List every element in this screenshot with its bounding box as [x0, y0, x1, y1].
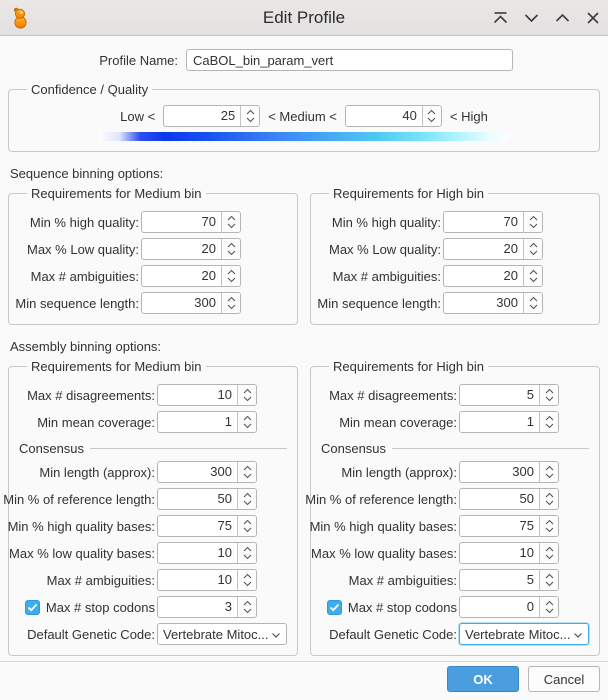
field-label: Max # disagreements:	[27, 387, 155, 403]
asm-medium-min-mean-coverage-spinbox[interactable]: 1	[157, 411, 257, 433]
asm-medium-max-pct-low-quality-bases-spinbox[interactable]: 10	[157, 542, 257, 564]
field-label: Min % of reference length:	[3, 491, 155, 507]
seq-high-min-sequence-length-spinbox[interactable]: 300	[443, 292, 543, 314]
field-label: Min length (approx):	[39, 464, 155, 480]
asm-high-min-length-approx-spinbox[interactable]: 300	[459, 461, 559, 483]
seq-high-max-pct-low-quality-spinbox[interactable]: 20	[443, 238, 543, 260]
field-label: Min % high quality:	[331, 214, 441, 230]
field-label: Min length (approx):	[341, 464, 457, 480]
spinner-arrows-icon[interactable]	[539, 385, 558, 405]
field-label: Min mean coverage:	[37, 414, 155, 430]
medium-label: < Medium <	[268, 108, 337, 124]
seq-medium-min-sequence-length-spinbox[interactable]: 300	[141, 292, 241, 314]
spinner-arrows-icon[interactable]	[221, 239, 240, 259]
max-stop-codons-checkbox[interactable]	[327, 600, 342, 615]
spinner-arrows-icon[interactable]	[237, 516, 256, 536]
ok-button[interactable]: OK	[447, 666, 519, 692]
profile-name-row	[0, 49, 608, 71]
asm-medium-min-pct-reference-length-spinbox[interactable]: 50	[157, 488, 257, 510]
field-label: Min % high quality:	[29, 214, 139, 230]
field-label: Default Genetic Code:	[329, 626, 457, 642]
spinner-arrows-icon[interactable]	[237, 597, 256, 617]
seq-medium-min-pct-high-quality-spinbox[interactable]: 70	[141, 211, 241, 233]
spinner-arrows-icon[interactable]	[237, 462, 256, 482]
field-label: Min % of reference length:	[305, 491, 457, 507]
field-label: Max # disagreements:	[329, 387, 457, 403]
field-label: Max % Low quality:	[27, 241, 139, 257]
field-label: Max % low quality bases:	[311, 545, 457, 561]
spinner-arrows-icon[interactable]	[523, 239, 542, 259]
confidence-thresholds-row	[19, 105, 589, 127]
asm-medium-legend: Requirements for Medium bin	[31, 359, 202, 374]
asm-high-max-ambiguities-spinbox[interactable]: 5	[459, 569, 559, 591]
spinner-arrows-icon[interactable]	[237, 570, 256, 590]
dialog-title: Edit Profile	[262, 7, 346, 27]
seq-medium-bin-group	[8, 186, 298, 325]
low-label: Low <	[120, 108, 156, 124]
field-label: Max # ambiguities:	[348, 572, 457, 588]
close-icon[interactable]	[584, 9, 602, 27]
field-label: Max % Low quality:	[329, 241, 441, 257]
consensus-subheader: Consensus	[321, 441, 589, 456]
titlebar	[0, 0, 608, 36]
seq-high-legend: Requirements for High bin	[333, 186, 485, 201]
seq-medium-legend: Requirements for Medium bin	[31, 186, 202, 201]
asm-medium-bin-group	[3, 359, 298, 656]
confidence-quality-group	[8, 82, 600, 152]
spinner-arrows-icon[interactable]	[237, 385, 256, 405]
sequence-binning-columns	[0, 186, 608, 325]
spinner-arrows-icon[interactable]	[422, 106, 441, 126]
low-threshold-spinbox[interactable]: 25	[163, 105, 260, 127]
asm-high-min-pct-reference-length-spinbox[interactable]: 50	[459, 488, 559, 510]
cancel-button[interactable]: Cancel	[528, 666, 600, 692]
minimize-icon[interactable]	[522, 9, 540, 27]
asm-high-max-disagreements-spinbox[interactable]: 5	[459, 384, 559, 406]
max-stop-codons-checkbox-label: Max # stop codons	[25, 600, 155, 615]
high-label: < High	[449, 108, 488, 124]
spinner-arrows-icon[interactable]	[523, 266, 542, 286]
field-label: Max # ambiguities:	[46, 572, 155, 588]
chevron-down-icon	[573, 627, 583, 642]
seq-medium-max-ambiguities-spinbox[interactable]: 20	[141, 265, 241, 287]
consensus-subheader: Consensus	[19, 441, 287, 456]
asm-high-min-pct-high-quality-bases-spinbox[interactable]: 75	[459, 515, 559, 537]
asm-medium-max-ambiguities-spinbox[interactable]: 10	[157, 569, 257, 591]
chevron-down-icon	[271, 627, 281, 642]
profile-name-label: Profile Name:	[99, 52, 178, 68]
asm-medium-max-disagreements-spinbox[interactable]: 10	[157, 384, 257, 406]
spinner-arrows-icon[interactable]	[221, 293, 240, 313]
window-controls	[491, 0, 602, 36]
field-label: Max # ambiguities:	[30, 268, 139, 284]
seq-high-min-pct-high-quality-spinbox[interactable]: 70	[443, 211, 543, 233]
spinner-arrows-icon[interactable]	[237, 543, 256, 563]
maximize-icon[interactable]	[553, 9, 571, 27]
quality-gradient-bar	[99, 132, 509, 141]
field-label: Min sequence length:	[317, 295, 441, 311]
spinner-arrows-icon[interactable]	[523, 293, 542, 313]
seq-high-bin-group	[310, 186, 600, 325]
spinner-arrows-icon[interactable]	[539, 489, 558, 509]
medium-threshold-spinbox[interactable]: 40	[345, 105, 442, 127]
keep-above-icon[interactable]	[491, 9, 509, 27]
seq-medium-max-pct-low-quality-spinbox[interactable]: 20	[141, 238, 241, 260]
asm-medium-min-pct-high-quality-bases-spinbox[interactable]: 75	[157, 515, 257, 537]
asm-high-min-mean-coverage-spinbox[interactable]: 1	[459, 411, 559, 433]
field-label: Min sequence length:	[15, 295, 139, 311]
field-label: Max # ambiguities:	[332, 268, 441, 284]
asm-medium-min-length-approx-spinbox[interactable]: 300	[157, 461, 257, 483]
profile-name-input[interactable]: CaBOL_bin_param_vert	[186, 49, 513, 71]
field-label: Default Genetic Code:	[27, 626, 155, 642]
spinner-arrows-icon[interactable]	[221, 266, 240, 286]
max-stop-codons-checkbox[interactable]	[25, 600, 40, 615]
spinner-arrows-icon[interactable]	[539, 570, 558, 590]
seq-high-max-ambiguities-spinbox[interactable]: 20	[443, 265, 543, 287]
asm-medium-default-genetic-code-dropdown[interactable]: Vertebrate Mitoc...	[157, 623, 287, 645]
max-stop-codons-checkbox-label: Max # stop codons	[327, 600, 457, 615]
asm-high-default-genetic-code-dropdown[interactable]: Vertebrate Mitoc...	[459, 623, 589, 645]
sequence-binning-section-label: Sequence binning options:	[10, 166, 164, 181]
asm-high-legend: Requirements for High bin	[333, 359, 485, 374]
spinner-arrows-icon[interactable]	[539, 597, 558, 617]
asm-high-max-pct-low-quality-bases-spinbox[interactable]: 10	[459, 542, 559, 564]
field-label: Min mean coverage:	[339, 414, 457, 430]
dialog-footer	[0, 661, 608, 700]
assembly-binning-columns	[0, 359, 608, 656]
field-label: Min % high quality bases:	[7, 518, 155, 534]
spinner-arrows-icon[interactable]	[237, 489, 256, 509]
spinner-arrows-icon[interactable]	[240, 106, 259, 126]
spinner-arrows-icon[interactable]	[539, 462, 558, 482]
spinner-arrows-icon[interactable]	[221, 212, 240, 232]
spinner-arrows-icon[interactable]	[523, 212, 542, 232]
field-label: Min % high quality bases:	[309, 518, 457, 534]
asm-high-max-stop-codons-spinbox[interactable]: 0	[459, 596, 559, 618]
spinner-arrows-icon[interactable]	[539, 543, 558, 563]
spinner-arrows-icon[interactable]	[539, 412, 558, 432]
spinner-arrows-icon[interactable]	[539, 516, 558, 536]
confidence-quality-legend: Confidence / Quality	[31, 82, 149, 97]
asm-medium-max-stop-codons-spinbox[interactable]: 3	[157, 596, 257, 618]
spinner-arrows-icon[interactable]	[237, 412, 256, 432]
field-label: Max % low quality bases:	[9, 545, 155, 561]
assembly-binning-section-label: Assembly binning options:	[10, 339, 162, 354]
asm-high-bin-group	[305, 359, 600, 656]
